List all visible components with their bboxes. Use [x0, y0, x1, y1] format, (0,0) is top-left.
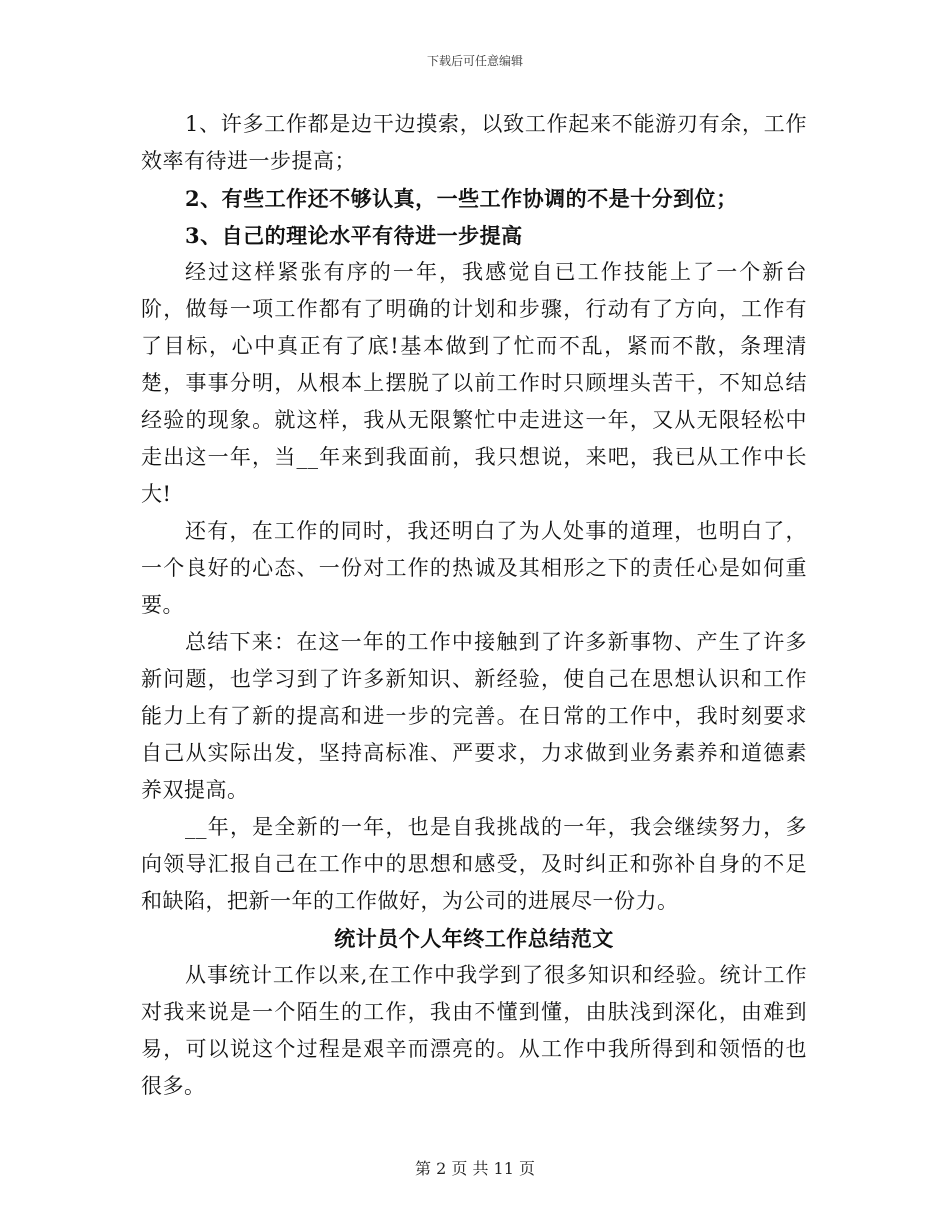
section-title: 统计员个人年终工作总结范文 [334, 926, 614, 951]
paragraph-item-2: 2、有些工作还不够认真，一些工作协调的不是十分到位； [185, 186, 738, 211]
paragraph-new-year: __年，是全新的一年，也是自我挑战的一年，我会继续努力，多向领导汇报自己在工作中的思想和感受，及时纠正和弥补自身的不足和缺陷，把新一年的工作做好，为公司的进展尽一份力。 [141, 815, 807, 913]
paragraph-attitude: 还有，在工作的同时，我还明白了为人处事的道理，也明白了，一个良好的心态、一份对工作的热诚及其相形之下的责任心是如何重要。 [141, 519, 807, 617]
paragraph-item-1: 1、许多工作都是边干边摸索，以致工作起来不能游刃有余，工作效率有待进一步提高； [141, 112, 807, 173]
page-number: 第 2 页 共 11 页 [415, 1159, 535, 1178]
page-header: 下载后可任意编辑 [426, 54, 523, 68]
paragraph-summary-year: 经过这样紧张有序的一年，我感觉自已工作技能上了一个新台阶，做每一项工作都有了明确的计划和步骤，行动有了方向，工作有了目标，心中真正有了底!基本做到了忙而不乱，紧而不散，条理清楚，事事分明，从根本上摆脱了以前工作时只顾埋头苦干，不知总结经验的现象。就这样，我从无限繁忙中走进这一年，又从无限轻松中走出这一年，当__年来到我面前，我只想说，来吧，我已从工作中长大! [141, 260, 807, 506]
paragraph-conclusion: 总结下来：在这一年的工作中接触到了许多新事物、产生了许多新问题，也学习到了许多新知识、新经验，使自己在思想认识和工作能力上有了新的提高和进一步的完善。在日常的工作中，我时刻要求自己从实际出发，坚持高标准、严要求，力求做到业务素养和道德素养双提高。 [141, 630, 807, 802]
document-body [141, 106, 807, 1105]
paragraph-item-3: 3、自己的理论水平有待进一步提高 [185, 223, 523, 248]
section-paragraph: 从事统计工作以来,在工作中我学到了很多知识和经验。统计工作对我来说是一个陌生的工作，我由不懂到懂，由肤浅到深化，由难到易，可以说这个过程是艰辛而漂亮的。从工作中我所得到和领悟的也很多。 [141, 963, 807, 1098]
